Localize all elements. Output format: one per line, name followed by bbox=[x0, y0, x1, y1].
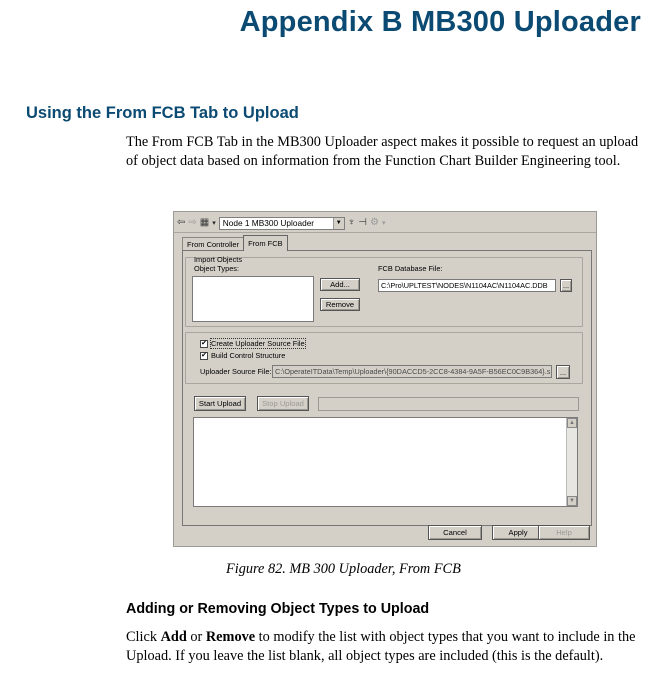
intro-paragraph: The From FCB Tab in the MB300 Uploader aspect makes it possible to request an upload of object data based on information from the Function Chart Builder Engineering tool. bbox=[126, 134, 639, 169]
help-button[interactable] bbox=[538, 525, 590, 540]
stop-upload-button[interactable] bbox=[257, 396, 309, 411]
scroll-down-icon[interactable]: ▼ bbox=[567, 496, 577, 506]
body-text: Click bbox=[126, 629, 161, 645]
build-control-label: Build Control Structure bbox=[211, 351, 286, 360]
fcb-browse-button[interactable] bbox=[560, 279, 572, 292]
source-browse-button[interactable] bbox=[556, 365, 570, 379]
stop-upload-label: Stop Upload bbox=[262, 399, 304, 408]
add-button[interactable] bbox=[320, 278, 360, 291]
add-button-label: Add... bbox=[330, 280, 350, 289]
tab-label: From FCB bbox=[248, 239, 283, 248]
check-icon: ✔ bbox=[201, 340, 207, 347]
start-upload-label: Start Upload bbox=[198, 399, 242, 408]
uploader-screenshot bbox=[173, 211, 597, 547]
forward-arrow-icon[interactable]: ⇨ bbox=[188, 217, 197, 228]
tree-icon[interactable]: ♆ bbox=[347, 217, 356, 228]
aspect-selector[interactable] bbox=[219, 217, 345, 230]
aspect-toolbar bbox=[177, 214, 593, 232]
source-file-field[interactable]: C:\OperateITData\Temp\Uploader\{90DACCD5-2CC8-4384-9A5F-B56EC0C9B364}.s bbox=[272, 365, 552, 378]
help-label: Help bbox=[556, 528, 572, 537]
log-scrollbar[interactable] bbox=[566, 418, 577, 506]
cancel-button[interactable] bbox=[428, 525, 482, 540]
object-types-list[interactable] bbox=[192, 276, 314, 322]
tab-label: From Controller bbox=[187, 240, 240, 249]
import-objects-title: Import Objects bbox=[194, 255, 243, 264]
remove-button[interactable] bbox=[320, 298, 360, 311]
view-icon[interactable]: ▦ bbox=[199, 217, 210, 228]
object-types-label: Object Types: bbox=[194, 264, 240, 273]
chevron-down-icon[interactable]: ▼ bbox=[333, 218, 344, 229]
scroll-up-icon[interactable]: ▲ bbox=[567, 418, 577, 428]
back-arrow-icon[interactable]: ⇦ bbox=[177, 217, 186, 228]
upload-log-area[interactable] bbox=[193, 417, 578, 507]
source-file-label: Uploader Source File: bbox=[200, 367, 272, 376]
body-text: to modify the list with object types that you want to include in the Upload. If you leave the list blank, all object types are included (this is the default). bbox=[126, 629, 636, 664]
tab-from-controller[interactable] bbox=[182, 237, 244, 251]
fcb-database-label: FCB Database File: bbox=[378, 264, 443, 273]
tab-strip bbox=[182, 235, 287, 251]
add-keyword: Add bbox=[160, 629, 187, 645]
section-heading: Using the From FCB Tab to Upload bbox=[26, 104, 299, 122]
build-control-checkbox[interactable] bbox=[200, 351, 285, 360]
tab-from-fcb[interactable] bbox=[243, 235, 288, 251]
figure-caption: Figure 82. MB 300 Uploader, From FCB bbox=[226, 561, 461, 577]
create-source-checkbox[interactable] bbox=[200, 339, 305, 348]
sub-heading: Adding or Removing Object Types to Upload bbox=[126, 601, 430, 617]
view-dropdown-icon[interactable]: ▾ bbox=[212, 220, 216, 227]
pin-icon[interactable]: ⊣ bbox=[358, 217, 367, 228]
cancel-label: Cancel bbox=[443, 528, 467, 537]
fcb-database-field[interactable]: C:\Pro\UPLTEST\NODES\N1104AC\N1104AC.DDB bbox=[378, 279, 556, 292]
remove-button-label: Remove bbox=[325, 300, 355, 309]
browse-label: ... bbox=[559, 367, 567, 377]
start-upload-button[interactable] bbox=[194, 396, 246, 411]
help-icon[interactable]: ⚙ bbox=[369, 217, 379, 228]
remove-keyword: Remove bbox=[205, 629, 256, 645]
toolbar-divider bbox=[174, 232, 596, 233]
create-source-label: Create Uploader Source File bbox=[211, 339, 305, 348]
aspect-selector-value: Node 1 MB300 Uploader bbox=[222, 218, 315, 228]
chapter-title: Appendix B MB300 Uploader bbox=[239, 6, 641, 38]
upload-status-field bbox=[318, 397, 579, 411]
body-text: or bbox=[186, 629, 206, 645]
body-paragraph bbox=[126, 628, 646, 666]
apply-label: Apply bbox=[508, 528, 528, 537]
browse-label: ... bbox=[562, 281, 570, 290]
apply-button[interactable] bbox=[492, 525, 544, 540]
help-dropdown-icon[interactable]: ▾ bbox=[381, 220, 386, 227]
check-icon: ✔ bbox=[201, 352, 207, 359]
